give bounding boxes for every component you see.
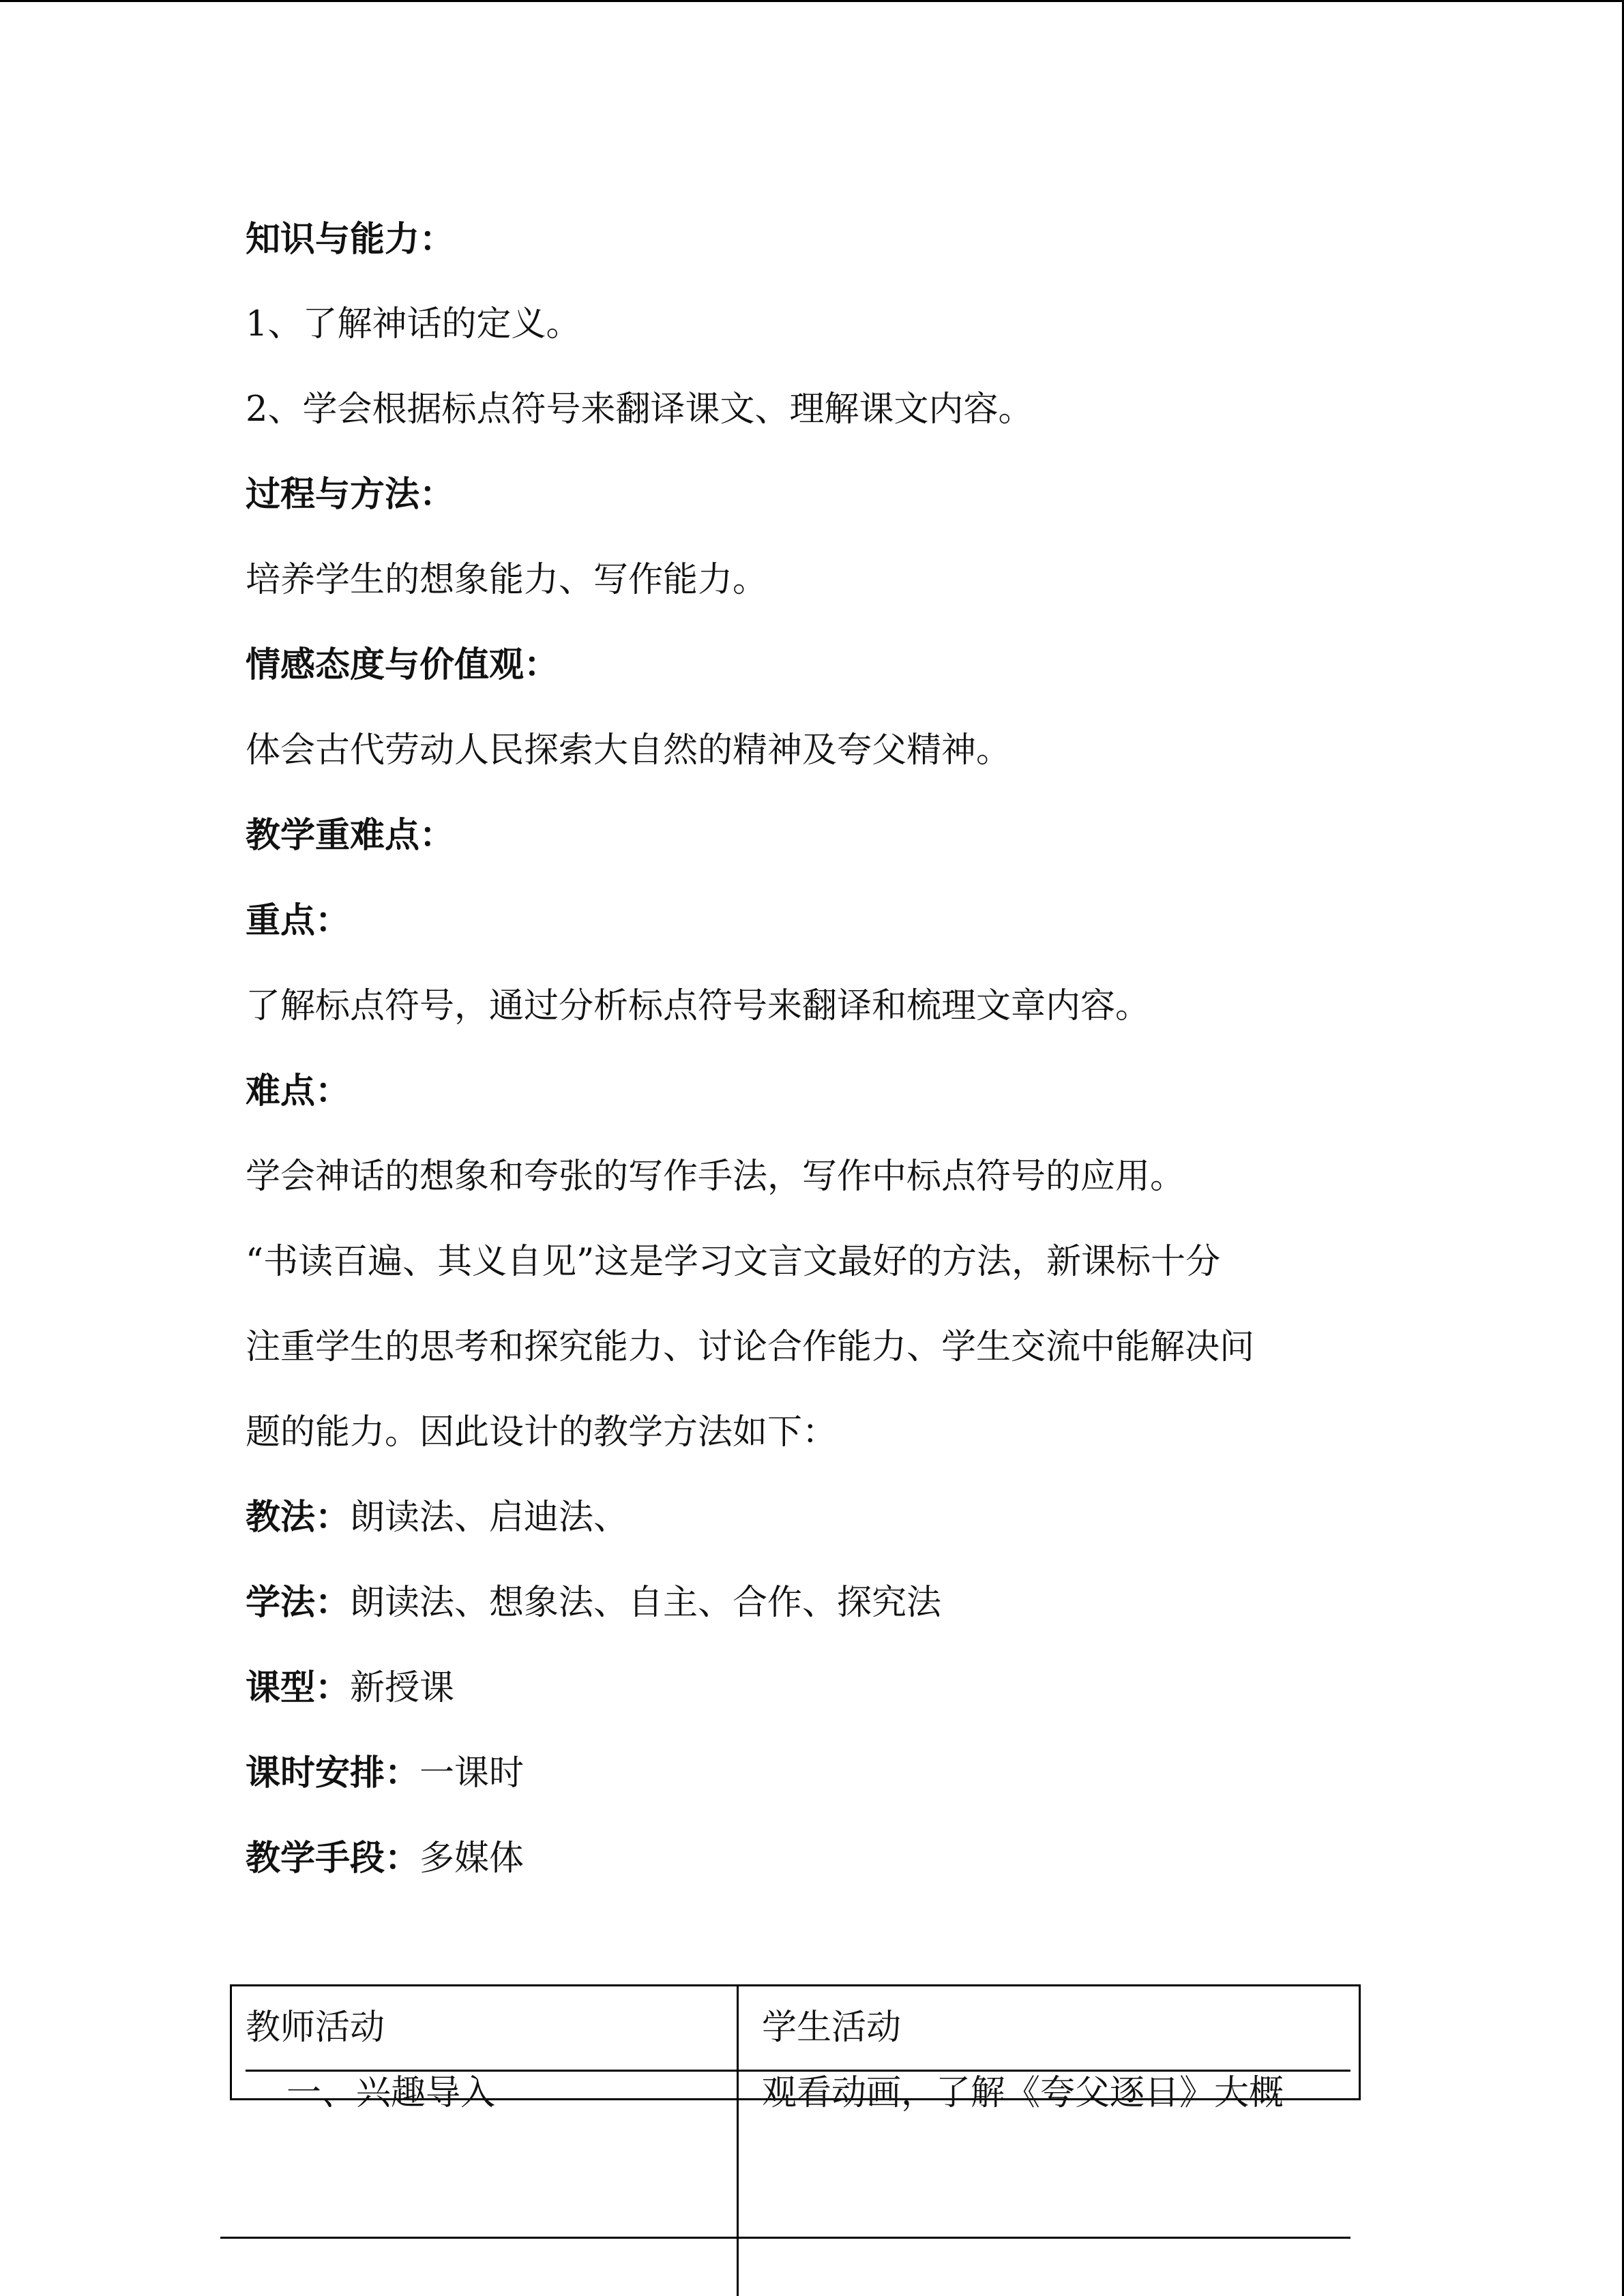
method-paragraph-line-3: 题的能力。因此设计的教学方法如下： (246, 1412, 838, 1452)
difficulty-heading (246, 1070, 350, 1114)
learn-method (246, 1581, 941, 1625)
keypoints-heading (246, 814, 454, 858)
row1-student-text: 观看动画，了解《夸父逐日》大概 (762, 2073, 1284, 2113)
lesson-type-label: 课型： (246, 1668, 351, 1708)
focus-text: 了解标点符号，通过分析标点符号来翻译和梳理文章内容。 (246, 986, 1151, 1026)
table-right-border (1359, 1984, 1361, 2100)
schedule-value: 一课时 (419, 1753, 525, 1793)
column-header-student: 学生活动 (762, 2008, 902, 2048)
difficulty-heading-text: 难点： (246, 1071, 351, 1112)
focus-heading-text: 重点： (246, 901, 351, 941)
teaching-means-label: 教学手段： (246, 1838, 420, 1879)
teach-method-label: 教法： (246, 1497, 351, 1538)
knowledge-goal-heading-text: 知识与能力： (246, 220, 455, 260)
column-header-teacher: 教师活动 (246, 2008, 385, 2048)
knowledge-goal-item-2: 2、学会根据标点符号来翻译课文、理解课文内容。 (246, 389, 1033, 430)
process-goal-text: 培养学生的想象能力、写作能力。 (246, 560, 768, 600)
process-goal-heading (246, 473, 454, 517)
learn-method-value: 朗读法、想象法、自主、合作、探究法 (350, 1583, 942, 1623)
emotion-goal-heading (246, 644, 559, 687)
teaching-means-value: 多媒体 (419, 1838, 525, 1879)
knowledge-goal-item-1: 1、了解神话的定义。 (246, 304, 581, 344)
focus-heading (246, 899, 350, 943)
method-paragraph-line-2: 注重学生的思考和探究能力、讨论合作能力、学生交流中能解决问 (246, 1327, 1255, 1367)
schedule (246, 1752, 524, 1795)
lesson-type (246, 1667, 454, 1710)
emotion-goal-text: 体会古代劳动人民探索大自然的精神及夸父精神。 (246, 730, 1012, 771)
table-left-border (230, 1984, 232, 2100)
learn-method-label: 学法： (246, 1583, 351, 1623)
knowledge-goal-heading (246, 218, 454, 262)
page-top-border (0, 0, 1624, 2)
table-top-border (230, 1984, 1361, 1986)
row1-teacher-cell (286, 2073, 696, 2115)
teach-method (246, 1496, 628, 1540)
process-goal-heading-text: 过程与方法： (246, 475, 455, 515)
keypoints-heading-text: 教学重难点： (246, 816, 455, 856)
row1-teacher-text: 一、兴趣导入 (286, 2073, 496, 2113)
schedule-label: 课时安排： (246, 1753, 420, 1793)
teach-method-value: 朗读法、启迪法、 (350, 1497, 629, 1538)
teaching-means (246, 1837, 524, 1881)
lesson-type-value: 新授课 (350, 1668, 455, 1708)
table-column-divider (737, 1984, 739, 2296)
method-paragraph-line-1: “书读百遍、其义自见”这是学习文言文最好的方法，新课标十分 (246, 1242, 1221, 1282)
row1-student-cell (762, 2073, 1348, 2115)
table-row-divider (220, 2237, 1350, 2239)
difficulty-text: 学会神话的想象和夸张的写作手法，写作中标点符号的应用。 (246, 1157, 1185, 1197)
emotion-goal-heading-text: 情感态度与价值观： (246, 645, 559, 685)
